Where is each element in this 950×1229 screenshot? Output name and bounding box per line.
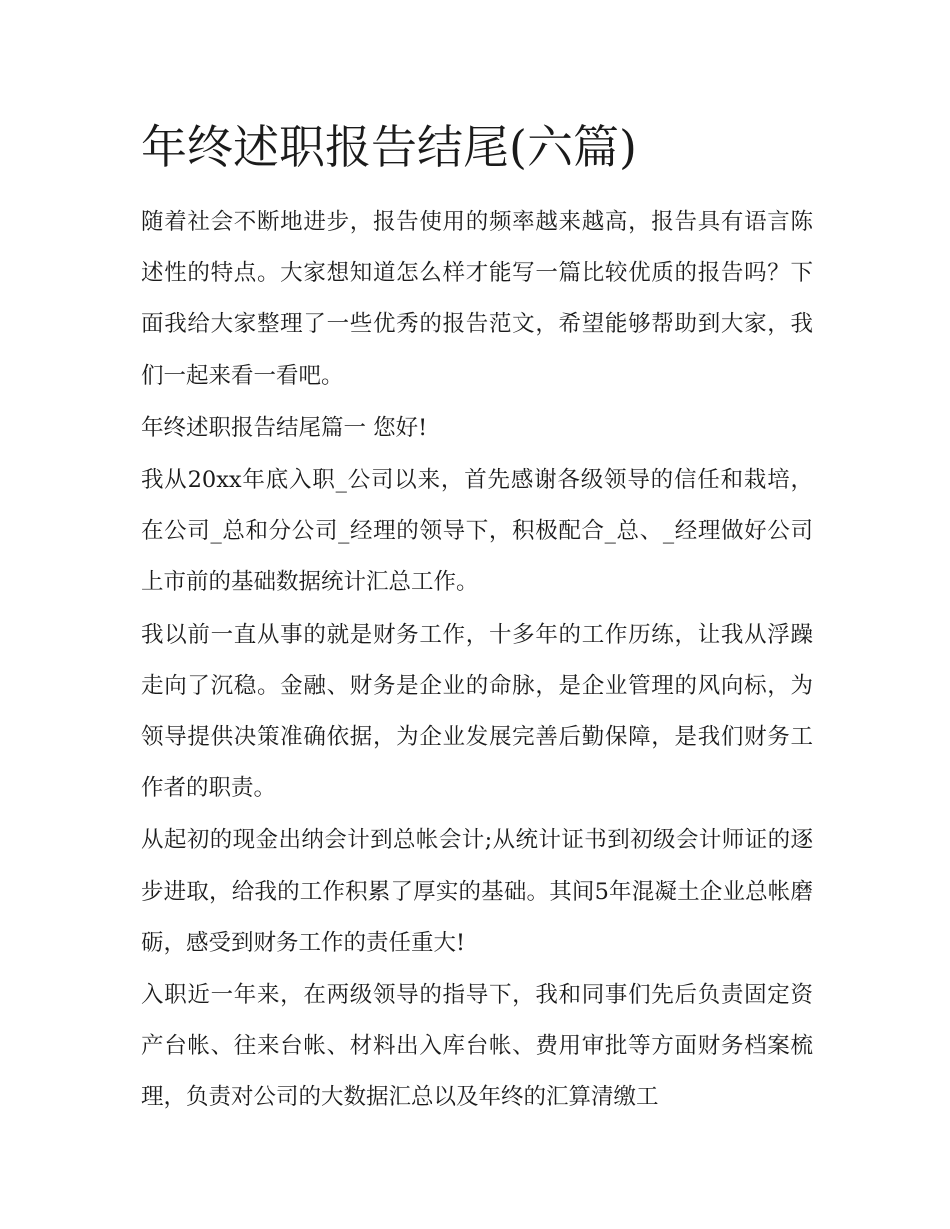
document-body [141, 197, 813, 1125]
paragraph: 入职近一年来，在两级领导的指导下，我和同事们先后负责固定资产台帐、往来台帐、材料出入库台帐、费用审批等方面财务档案梳理，负责对公司的大数据汇总以及年终的汇算清缴工 [141, 982, 813, 1111]
paragraph: 从起初的现金出纳会计到总帐会计;从统计证书到初级会计师证的逐步进取，给我的工作积累了厚实的基础。其间5年混凝土企业总帐磨砺，感受到财务工作的责任重大! [141, 827, 813, 956]
document-title: 年终述职报告结尾(六篇) [141, 120, 637, 174]
paragraph-intro: 随着社会不断地进步，报告使用的频率越来越高，报告具有语言陈述性的特点。大家想知道怎么样才能写一篇比较优质的报告吗？下面我给大家整理了一些优秀的报告范文，希望能够帮助到大家，我们一起来看一看吧。 [141, 209, 813, 389]
paragraph: 我从20xx年底入职_公司以来，首先感谢各级领导的信任和栽培，在公司_总和分公司_经理的领导下，积极配合_总、_经理做好公司上市前的基础数据统计汇总工作。 [141, 467, 813, 596]
paragraph-section-heading: 年终述职报告结尾篇一 您好! [141, 414, 428, 441]
paragraph: 我以前一直从事的就是财务工作，十多年的工作历练，让我从浮躁走向了沉稳。金融、财务是企业的命脉，是企业管理的风向标，为领导提供决策准确依据，为企业发展完善后勤保障，是我们财务工作者的职责。 [141, 621, 813, 802]
